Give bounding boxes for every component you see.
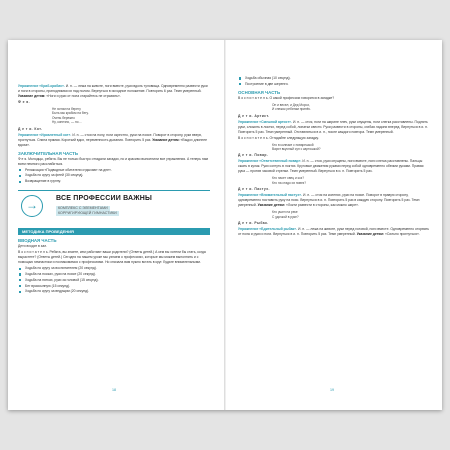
list-item: Ходьба на пятках, руки за головой (15 секунд).	[18, 278, 210, 283]
exercise-crab	[18, 84, 210, 99]
arrow-right-icon: →	[21, 195, 43, 217]
exercise-body: И. п. — лежа на животе, ноги вместе, руки вдоль туловища. Одновременно развести руки и ноги в стороны, приподнимая их над полом. Вернуться в исходное положение. Повторить 6 раз. Темп умеренный.	[18, 84, 208, 93]
chapter-title-block	[18, 190, 210, 222]
intro-line: Дети входят в зал.	[18, 244, 48, 249]
exercise-title: Упражнение «Смешной артист».	[238, 119, 293, 124]
list-item: Ходьба обычная (10 секунд).	[238, 76, 430, 81]
exercise-cat	[18, 133, 210, 148]
list-item: Возвращение в группу.	[18, 179, 210, 184]
right-column	[238, 76, 430, 238]
instruction-text: «Выдох длиннее вдоха».	[18, 137, 207, 147]
list-item: Ходьба по кругу за ведущим (20 секунд).	[18, 289, 210, 294]
exercise-cook	[238, 159, 430, 174]
title-rule	[18, 190, 210, 191]
subtitle-line: КОРРИГИРУЮЩЕЙ ГИМНАСТИКИ	[58, 211, 117, 216]
instruction-label: Указание детям:	[257, 203, 285, 208]
top-list	[238, 76, 430, 87]
speaker-label: Ф е я.	[18, 100, 30, 104]
list-item: Ходьба на носках, руки на поясе (20 секунд).	[18, 272, 210, 277]
children-answer: Д е т и. Рыбак.	[238, 221, 269, 226]
list-item: Ходьба по кругу за феей (30 секунд).	[18, 173, 210, 178]
instruction-label: Указание детям:	[356, 232, 385, 237]
instruction-label: Указание детям:	[18, 94, 46, 98]
children-answer: Д е т и. Артист.	[238, 113, 270, 118]
section-heading-main: ОСНОВНАЯ ЧАСТЬ	[238, 89, 281, 95]
left-page	[8, 40, 224, 410]
exercise-body: И. п. — стоя на полу, ноги скрестно, руки на поясе. Поворот в сторону, руки вверх, прогнуться. Спина прямая. Короткий вдох, переменность дыхания. Повторить 5 раз.	[18, 132, 203, 142]
intro-list	[18, 266, 210, 294]
method-bar: МЕТОДИКА ПРОВЕДЕНИЯ	[18, 228, 210, 235]
riddle-poem: Он и весел, и Дед Мороз, И снежок ребятам принёс.	[272, 102, 312, 112]
left-column	[18, 84, 210, 295]
book-spread	[8, 40, 442, 410]
exercise-body: И. п. — стоя на коленях, руки на поясе. Поворот в правую сторону, одновременно поставить руку на пояс. Вернуться в и. п. Повторить 5 раз в каждую сторону. Повторить 5 раз. Темп умеренный.	[238, 193, 420, 208]
exercise-body: И. п. — стоя, ноги на ширине плеч, руки опущены, ноги слегка расставлены. Поднять руки, сложить в локтях, перед собой, лопатки свести. Руки развести в стороны, сгибая ладони вперед. Вернуться в и. п. Повторить 5 раз. Темп умеренный. Отставляться в и. п., после каждого повтора. Темп умеренный.	[238, 119, 428, 134]
riddle-poem: Не хотим на берегу Быть мы крабом на бегу. Очень бережно Ну, конечно, — по…	[52, 107, 89, 125]
children-answer: Д е т и. Пастух.	[238, 187, 270, 192]
children-answer: Д е т и. Кот.	[18, 126, 43, 131]
intro-text: В о с п и т а т е л ь. Ребята, вы знаете, кем работают ваши родители? (Ответы детей.) А кем вы хотели бы стать, когда вырастете? (Ответы детей.) Сегодня на нашем уроке мы узнаем о профессиях, которые мы можем выполнить и с помощью гимнастики и познакомимся с профессиями. Но сначала вам нужно встать в круг. Будьте внимательными.	[18, 250, 206, 265]
instruction-text: «Ноги и руки от пола старайтесь не отрывать».	[46, 94, 121, 98]
riddle-poem: Кто пасет овец и коз? Кто на стадо их повез?	[272, 176, 307, 185]
chapter-subtitle	[56, 206, 119, 216]
list-item: Релаксация «Подводные обитатели отдыхают на дне».	[18, 168, 210, 173]
instruction-label: Указание детям:	[152, 137, 180, 142]
riddle-poem: Кто в колпаке с поварешкой Варит вкусный суп с картошкой?	[272, 142, 321, 152]
exercise-title: Упражнение «Внимательный пастух».	[238, 193, 303, 198]
exercise-title: Упражнение «Краб-крабик».	[18, 84, 65, 88]
exercise-artist	[238, 120, 430, 135]
conclusion-list	[18, 168, 210, 185]
right-page	[226, 40, 442, 410]
riddle-poem: Кто ушел на реке С удочкой в руке?	[272, 210, 299, 219]
list-item: Ходьба по кругу за воспитателем (20 секунд).	[18, 266, 210, 271]
instruction-text: «Локти развести в стороны, как можно шире».	[285, 203, 359, 208]
page-number: 19	[330, 388, 334, 392]
instruction-text: «Сильно прогнуться».	[385, 232, 420, 237]
list-item: Построение в две шеренги.	[238, 82, 430, 87]
exercise-body: И. п. — лежа на животе, руки перед головой, ноги вместе. Одновременно оторвать от пола и руки и ноги. Вернуться в и. п. Повторить 5 раз. Темп умеренный.	[238, 227, 429, 237]
subtitle-line: КОМПЛЕКС С ЭЛЕМЕНТАМИ	[58, 206, 108, 211]
page-number: 18	[112, 388, 116, 392]
section-heading-intro: ВВОДНАЯ ЧАСТЬ	[18, 238, 57, 244]
main-text: В о с п и т а т е л ь. О какой профессии говорится в загадке?	[238, 95, 335, 100]
conclusion-text: Ф е я. Молодцы, ребята. Вы не только быстро отгадали загадки, но и красиво выполнили все упражнения. А теперь нам всем немного расслабиться.	[18, 156, 208, 166]
chapter-title: ВСЕ ПРОФЕССИИ ВАЖНЫ	[56, 195, 153, 203]
exercise-fisherman	[238, 227, 430, 237]
exercise-shepherd	[238, 193, 430, 208]
exercise-title: Упражнение «Ответственный повар».	[238, 159, 302, 164]
list-item: Бег врассыпную (15 секунд).	[18, 284, 210, 289]
exercise-title: Упражнение «Бдительный рыбак».	[238, 227, 298, 232]
riddle-intro: В о с п и т а т е л ь. Отгадайте следующую загадку.	[238, 135, 319, 140]
exercise-title: Упражнение «Ириалетный кот».	[18, 132, 72, 137]
section-heading-conclusion: ЗАКЛЮЧИТЕЛЬНАЯ ЧАСТЬ	[18, 150, 79, 156]
exercise-body: И. п. — стоя, руки опущены, ноги вместе, ноги слегка расставлены. Пальцы сжать в кулак. Руки согнуть в локтях. Круговые движения руками перед собой одновременно обеими руками. Правая рука — против часовой стрелки. Темп умеренный. Вернуться в и. п. Повторить 5 раз.	[238, 159, 424, 174]
children-answer: Д е т и. Повар.	[238, 153, 269, 158]
